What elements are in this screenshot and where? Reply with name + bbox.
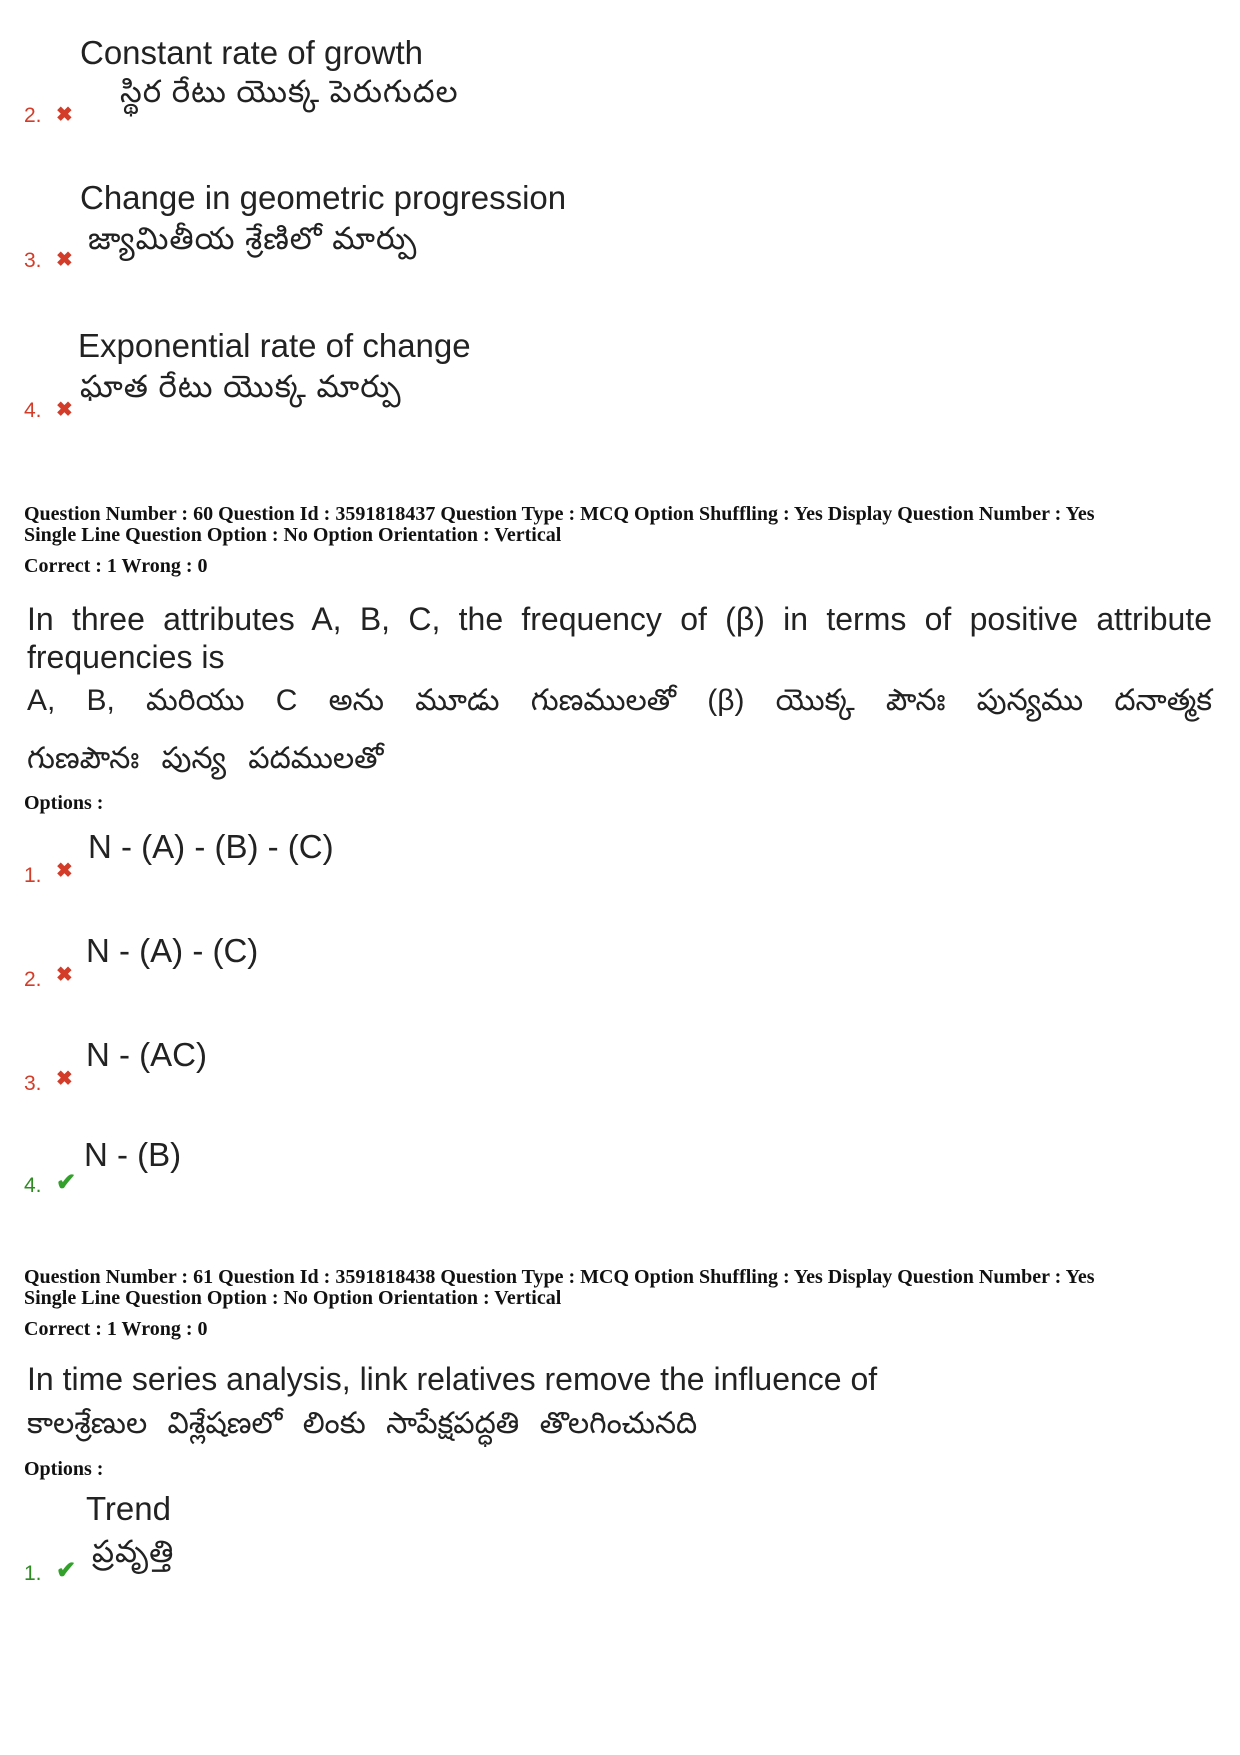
meta-line-2: Single Line Question Option : No Option Orientation : Vertical [24, 1287, 562, 1309]
q60-option-1[interactable] [24, 828, 1204, 898]
q61-meta [24, 1267, 1224, 1309]
option-text-en: N - (A) - (C) [86, 932, 259, 969]
q59-option-3[interactable] [24, 177, 1204, 277]
option-number: 4. [24, 399, 42, 422]
option-number: 1. [24, 864, 42, 887]
q61-score: Correct : 1 Wrong : 0 [24, 1318, 208, 1340]
option-text-en: Constant rate of growth [80, 34, 424, 71]
q60-option-2[interactable] [24, 932, 1204, 1002]
option-text-te: జ్యామితీయ శ్రేణిలో మార్పు [88, 221, 418, 256]
wrong-mark-icon: ✖ [56, 1068, 73, 1090]
option-text-en: Trend [86, 1490, 171, 1527]
wrong-mark-icon: ✖ [56, 860, 73, 882]
option-text-en: N - (A) - (B) - (C) [88, 828, 334, 865]
wrong-mark-icon: ✖ [56, 399, 73, 421]
q61-question-en: In time series analysis, link relatives remove the influence of [27, 1361, 878, 1397]
q61-option-1[interactable] [24, 1490, 1204, 1590]
q59-option-4[interactable] [24, 323, 1204, 423]
wrong-mark-icon: ✖ [56, 249, 73, 271]
option-text-te: ప్రవృత్తి [92, 1534, 175, 1569]
option-text-en: Exponential rate of change [78, 327, 471, 364]
option-number: 2. [24, 104, 42, 127]
option-number: 4. [24, 1174, 42, 1197]
option-number: 2. [24, 968, 42, 991]
wrong-mark-icon: ✖ [56, 964, 73, 986]
option-text-en: N - (B) [84, 1136, 182, 1173]
option-text-en: Change in geometric progression [80, 179, 567, 216]
meta-line-1: Question Number : 60 Question Id : 3591818437 Question Type : MCQ Option Shuffling : Yes Display Question Number : Yes [24, 503, 1095, 525]
wrong-mark-icon: ✖ [56, 104, 73, 126]
q60-score: Correct : 1 Wrong : 0 [24, 555, 208, 577]
option-number: 3. [24, 1072, 42, 1095]
option-number: 3. [24, 249, 42, 272]
q61-question-te: కాలశ్రేణుల విశ్లేషణలో లింకు సాపేక్షపద్ధతి తొలగించునది [27, 1407, 698, 1440]
correct-check-icon: ✔ [56, 1557, 77, 1584]
q59-option-2[interactable] [24, 30, 1204, 130]
meta-line-2: Single Line Question Option : No Option Orientation : Vertical [24, 524, 562, 546]
q61-options-label: Options : [24, 1458, 104, 1480]
meta-line-1: Question Number : 61 Question Id : 3591818438 Question Type : MCQ Option Shuffling : Yes Display Question Number : Yes [24, 1266, 1095, 1288]
option-text-en: N - (AC) [86, 1036, 207, 1073]
correct-check-icon: ✔ [56, 1169, 77, 1196]
q60-option-3[interactable] [24, 1036, 1204, 1106]
q60-question-en: In three attributes A, B, C, the frequency of (β) in terms of positive attribute frequencies is [27, 601, 1212, 675]
option-text-te: ఘాత రేటు యొక్క మార్పు [80, 369, 402, 404]
q60-options-label: Options : [24, 792, 104, 814]
option-text-te: స్థిర రేటు యొక్క పెరుగుదల [120, 74, 459, 109]
option-number: 1. [24, 1562, 42, 1585]
q60-option-4[interactable] [24, 1136, 1204, 1206]
q60-meta [24, 504, 1224, 546]
q60-question-te: A, B, మరియు C అను మూడు గుణములతో (β) యొక్క పౌనః పున్యము దనాత్మక గుణపౌనః పున్య పదములతో [27, 684, 1212, 775]
